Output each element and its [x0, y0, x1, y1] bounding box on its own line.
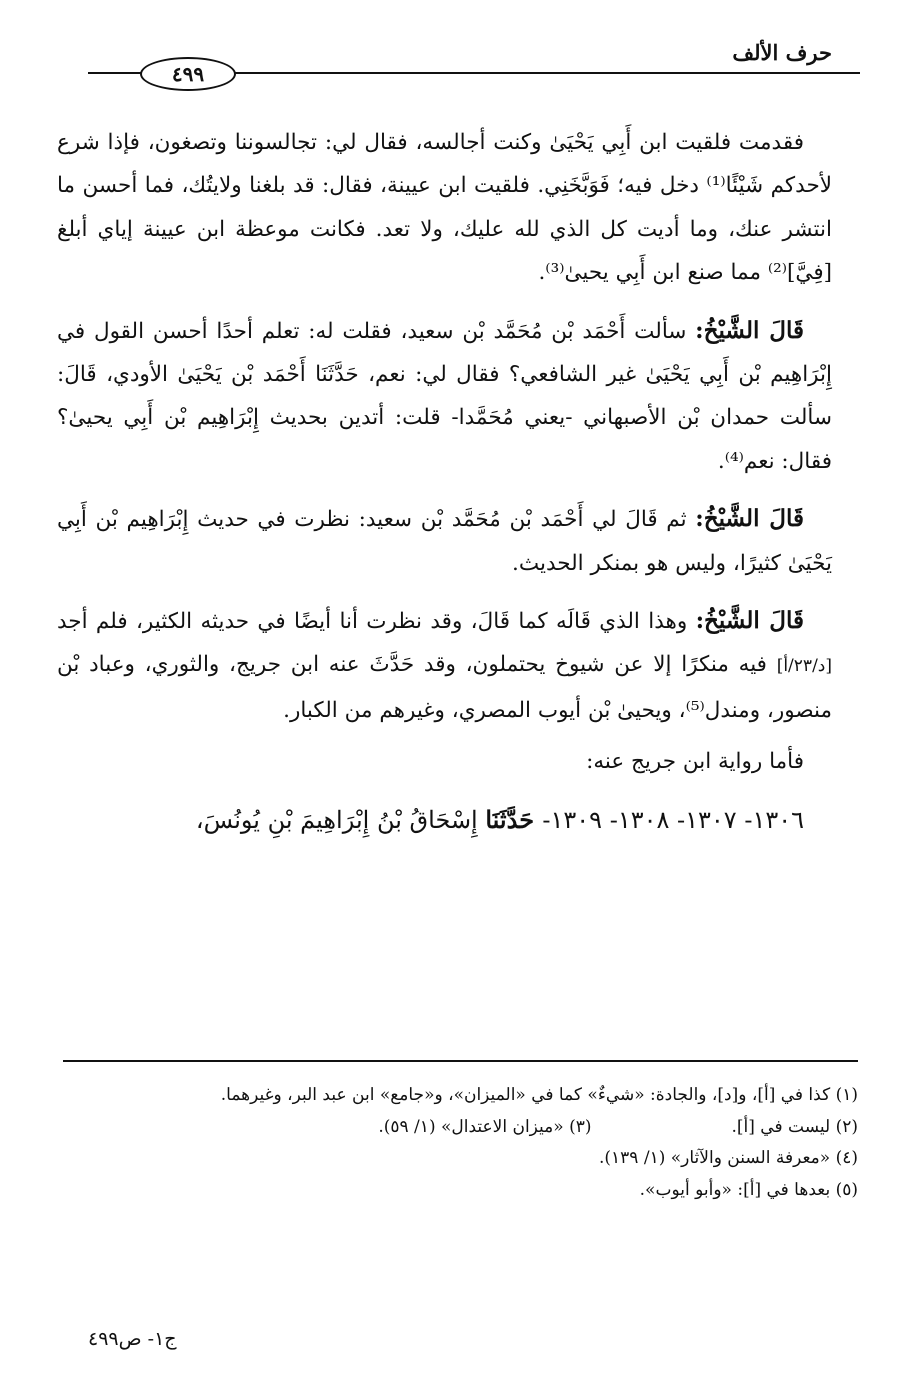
- page-number-badge: ٤٩٩: [140, 57, 236, 91]
- running-header-title: حرف الألف: [732, 40, 832, 65]
- footnote-5: (٥) بعدها في [أ]: «وأبو أيوب».: [639, 1179, 858, 1200]
- hadith-keyword: حَدَّثَنَا: [485, 804, 535, 834]
- paragraph-3: [57, 497, 832, 585]
- paragraph-1: فقدمت فلقيت ابن أَبِي يَحْيَىٰ وكنت أجالسه، فقال لي: تجالسوننا وتصغون، فإذا شرع لأحدكم شَيْئًا⁽¹⁾ دخل فيه؛ فَوَبَّخَنِي. فلقيت ابن عيينة، فقال: قد بلغنا ولايتُك، فما أحسن ما انتشر عنك، وما أديت كل الذي لله عليك، ولا تعد. فكانت موعظة ابن عيينة إياي أبلغ [فِيَّ]⁽²⁾ مما صنع ابن أَبِي يحيىٰ⁽³⁾.: [57, 130, 832, 286]
- footnote-rule: [63, 1060, 858, 1062]
- paragraph-3-text: ثم قَالَ لي أَحْمَد بْن مُحَمَّد بْن سعيد: نظرت في حديث إِبْرَاهِيم بْن أَبِي يَحْيَىٰ كثيرًا، وليس هو بمنكر الحديث.: [57, 507, 832, 576]
- footnote-row: [63, 1143, 858, 1175]
- footnote-row: [63, 1080, 858, 1112]
- hadith-line: [57, 798, 832, 842]
- paragraph-2-text: سألت أَحْمَد بْن مُحَمَّد بْن سعيد، فقلت له: تعلم أحدًا أحسن القول في إِبْرَاهِيم بْن أَبِي يَحْيَىٰ غير الشافعي؟ فقال لي: نعم، حَدَّثَنَا أَحْمَد بْن يَحْيَىٰ الأودي، قَالَ: سألت حمدان بْن الأصبهاني -يعني مُحَمَّدا- قلت: أتدين بحديث إِبْرَاهِيم بْن أَبِي يحيىٰ؟ فقال: نعم⁽⁴⁾.: [57, 318, 832, 474]
- hadith-chain: إِسْحَاقُ بْنُ إِبْرَاهِيمَ بْنِ يُونُسَ،: [195, 805, 486, 834]
- hadith-numbers: ١٣٠٦- ١٣٠٧- ١٣٠٨- ١٣٠٩-: [542, 805, 804, 834]
- page-footer: ج١- ص٤٩٩: [88, 1328, 177, 1350]
- paragraph-4: [57, 599, 832, 732]
- footnote-row: [63, 1175, 858, 1207]
- footnote-4: (٤) «معرفة السنن والآثار» (١/ ١٣٩).: [598, 1148, 858, 1168]
- shaykh-label: قَالَ الشَّيْخُ:: [695, 505, 804, 533]
- body-text: [57, 121, 832, 842]
- footnotes: [63, 1080, 858, 1206]
- paragraph-4-text-a: وهذا الذي قَالَه كما قَالَ، وقد نظرت أنا أيضًا في حديثه الكثير، فلم أجد: [57, 609, 696, 635]
- footnote-row: [63, 1112, 858, 1144]
- paragraph-5: فأما رواية ابن جريج عنه:: [586, 749, 804, 775]
- footnote-2: (٢) ليست في [أ].: [731, 1116, 858, 1137]
- manuscript-reference: [د/٢٣/أ]: [776, 656, 832, 677]
- footnote-1: (١) كذا في [أ]، و[د]، والجادة: «شيءٌ» كما في «الميزان»، و«جامع» ابن عبد البر، وغيرهما.: [220, 1085, 858, 1105]
- shaykh-label: قَالَ الشَّيْخُ:: [695, 316, 804, 344]
- footnote-3: (٣) «ميزان الاعتدال» (١/ ٥٩).: [378, 1116, 592, 1137]
- paragraph-4-text-b: فيه منكرًا إلا عن شيوخ يحتملون، وقد حَدَّثَ عنه ابن جريج، والثوري، وعباد بْن منصور، ومندل⁽⁵⁾، ويحيىٰ بْن أيوب المصري، وغيرهم من الكبار.: [57, 652, 832, 723]
- shaykh-label: قَالَ الشَّيْخُ:: [695, 607, 804, 635]
- paragraph-2: [57, 309, 832, 484]
